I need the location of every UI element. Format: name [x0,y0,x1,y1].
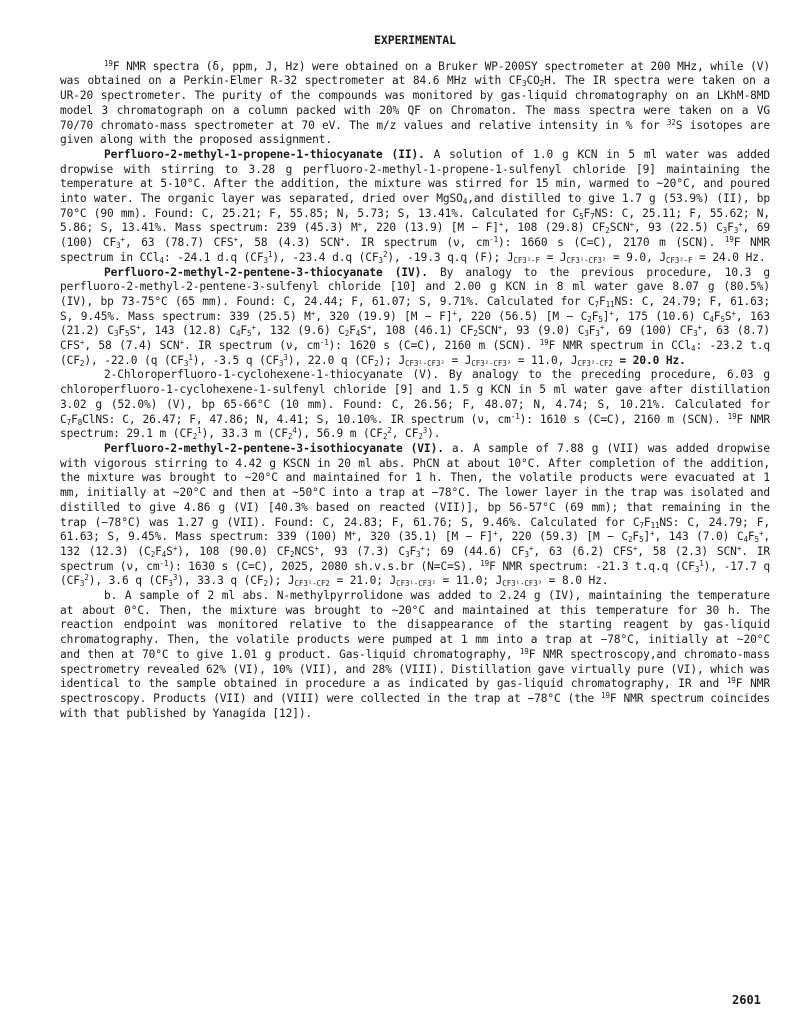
superscript: + [498,220,504,230]
text-run: a. A sample of 7.88 g (VII) was added dropwise with vigorous stirring to 4.42 g KSCN in 20 ml abs. PhCN at about 10°C. After completion of the addition, the mixture was brought to ~20°C and maintained for 1 h. Then, the volatile products were evacuated at 1 mm, initially at ~20°C and then at ~50°C into a trap at −78°C. The lower layer in the trap was isolated and distilled to give 4.86 g (VI) [40.3% based on reacted (VII)], bp 56-57°C (69 mm); that remaining in the trap (−78°C) was 1.27 g (VII). Found: C, 24.83; F, 61.76; S, 9.46%. Calculated for C [60,441,770,529]
text-run: = 24.0 Hz. [692,250,766,264]
subscript: 3 [263,255,268,265]
superscript: + [351,529,356,539]
text-run: ). [427,427,441,441]
text-run: , 143 (12.8) C [140,324,236,338]
text-run: NS: C, 25.11; F, 55.62; N, 5.86; S, 13.41%. Mass spectrum: 239 (45.3) M [60,206,770,235]
subscript: 11 [650,520,660,530]
superscript: + [493,529,498,539]
text-run: ] [602,309,610,323]
subscript: CF3²-CF3³ [471,358,512,368]
subscript: 3 [116,241,121,251]
superscript: 2 [382,249,388,259]
subscript: 3 [522,79,527,89]
subscript: 7 [594,299,599,309]
superscript: -1 [159,558,169,568]
subscript: 3 [79,579,85,589]
text-run: ), -17.7 q (CF [60,559,771,588]
subscript: 7 [639,520,644,530]
text-run: F NMR spectra (δ, ppm, J, Hz) were obtained on a Bruker WP-200SY spectrometer at 200 MHz, while (V) was obtained on a Perkin-Elmer R-32 spectrometer at 84.6 MHz with CF [60,59,770,88]
text-run: , 108 (29.8) CF [503,221,606,235]
subscript: 3 [733,226,739,236]
superscript: 19 [724,235,734,245]
text-run: F [727,221,734,235]
subscript: 3 [694,564,700,574]
text-run: ), 33.3 m (CF [201,427,288,441]
subscript: CF3¹-CF3² [405,358,445,368]
subscript: 2 [79,358,85,368]
subscript: CF3²-F [665,255,693,265]
superscript: 19 [539,338,549,348]
text-run: , 163 (21.2) C [60,309,770,338]
superscript: 2 [84,573,89,583]
text-run: F [747,530,755,544]
superscript: + [599,323,605,333]
superscript: + [357,220,363,230]
text-run: = J [539,250,567,264]
text-run: F [349,324,356,338]
subscript: CF3¹-CF3² [396,579,436,589]
subscript: 2 [287,432,293,442]
section-heading: EXPERIMENTAL [374,33,456,47]
text-run: F [583,206,591,220]
superscript: 3 [283,352,288,362]
text-run: F NMR spectroscopy,and chromato-mass spectrometry revealed 62% (VI), 10% (VII), and 28% (VIII). Distillation gave virtually pure (VI), which was identical to the sample obtained in procedure a as indicated by gas-liquid chromatography, IR and [60,647,770,691]
subscript: 5 [754,535,759,545]
text-run: ), 108 (90.0) CF [177,544,291,558]
text-run: ), -3.5 q (CF [192,353,279,367]
superscript: + [120,235,125,245]
text-run: : -23.2 t.q (CF [60,339,770,367]
superscript: 19 [519,646,529,656]
text-run: S [724,309,732,323]
text-run: ), -22.0 (q (CF [84,353,184,367]
text-run: F [713,309,721,323]
text-run: , 108 (46.1) CF [371,324,474,338]
text-run: = 20.0 Hz. [612,353,686,367]
text-run: F [598,294,606,308]
subscript: 11 [605,299,615,309]
superscript: + [758,529,764,539]
text-run: SCN [477,324,498,338]
superscript: + [251,323,256,333]
superscript: + [172,543,178,553]
text-run: : -24.1 d.q (CF [163,250,264,264]
text-run: , 143 (7.0) C [654,530,744,544]
subscript: 3 [183,358,189,368]
subscript: 3 [416,549,421,559]
text-run: F NMR spectrum in CCl [60,236,770,264]
superscript: 19 [726,676,736,686]
subscript: 3 [722,226,728,236]
text-run: ), -23.4 d.q (CF [272,250,379,264]
procedure-paragraph-vi [60,442,770,589]
subscript: 2 [150,549,156,559]
text-run: , 63 (6.2) CFS [533,544,633,558]
text-run: , 132 (12.3) (C [60,530,771,558]
text-run: CO [526,74,540,88]
subscript: 2 [587,314,592,324]
text-run: SCN [609,221,630,235]
superscript: + [736,543,742,553]
text-run: = 8.0 Hz. [542,574,609,588]
text-run: NCS [294,544,315,558]
compound-title: 2-Chloroperfluoro-1-cyclohexene-1-thiocyanate (V). [104,368,439,382]
subscript: CF3²-CF2 [577,358,613,368]
text-run: F NMR spectrum: 29.1 m (CF [60,412,771,441]
subscript: 5 [720,314,725,324]
superscript: + [179,338,184,348]
text-run: = 9.0, J [606,250,666,264]
superscript: 19 [727,411,737,421]
subscript: 4 [462,197,468,207]
text-run: ); J [267,574,295,588]
text-run: F [409,544,417,558]
superscript: + [339,235,345,245]
procedure-paragraph-b [60,589,770,721]
subscript: 3 [524,549,529,559]
subscript: 3 [693,329,698,339]
subscript: 2 [473,329,478,339]
text-run: , 63 (8.7) CFS [60,324,771,353]
superscript: + [79,338,85,348]
text-run: F [591,309,599,323]
superscript: 3 [422,426,428,436]
text-run: , 93 (9.0) C [502,324,585,338]
text-run: ), -19.3 q.q (F); J [387,250,514,264]
subscript: 3 [168,579,173,589]
text-run: ); J [378,353,406,367]
subscript: CF3¹-F [513,255,540,265]
superscript: -1 [489,235,499,245]
superscript: + [233,235,238,245]
superscript: + [738,220,743,230]
subscript: CF3¹-CF2 [294,579,330,589]
subscript: 5 [579,211,584,221]
text-run: , 93 (22.5) C [634,221,723,235]
text-run: , 175 (10.6) C [613,309,710,323]
text-run: By analogy to the preceding procedure, 6.03 g chloroperfluoro-1-cyclohexene-1-sulfenyl chloride [9] and 1.5 g KCN in 5 ml water gave after distillation 3.02 g (52.0%) (V), bp 65-66°C (10 mm). Found: C, 26.56; F, 48.07; N, 4.74; S, 10.21%. Calculated for C [60,368,770,426]
superscript: + [366,323,372,333]
text-run: , 220 (13.9) [M − F] [362,221,499,235]
subscript: 3 [113,329,119,339]
text-run: , 69 (100) CF [60,221,770,250]
text-run: . IR spectrum (ν, cm [344,236,490,250]
subscript: 2 [382,432,388,442]
subscript: 5 [639,535,644,545]
subscript: 2 [418,432,423,442]
superscript: + [310,308,316,318]
text-run: F [71,412,78,426]
text-run: = 11.0; J [435,574,503,588]
superscript: 4 [292,426,297,436]
procedure-paragraph-ii [60,148,770,266]
subscript: 4 [709,314,714,324]
text-run: ): 1610 s (C=C), 2160 m (SCN). [519,412,728,426]
text-run: F NMR spectroscopy. Products (VII) and (VIII) were collected in the trap at −78°C (the [60,677,770,705]
text-run: A solution of 1.0 g KCN in 5 ml water was added dropwise with stirring to 3.28 g perfluoro-2-methyl-1-propene-1-sulfenyl chloride [9] maintaining the temperature at 5-10°C. After the addition, the mixture was stirred for 15 min, warmed to ~20°C, and poured into water. The organic layer was separated, dried over MgSO [60,147,770,206]
subscript: 3 [279,358,284,368]
subscript: 2 [374,358,379,368]
subscript: 7 [66,417,72,427]
superscript: + [731,308,736,318]
text-run: , 132 (9.6) C [255,324,345,338]
superscript: 1 [267,249,273,259]
text-run: ): 1630 s (C=C), 2025, 2080 sh.v.s.br (N=C=S). [168,559,481,573]
text-run: F NMR spectrum: -21.3 t.q.q (CF [489,559,695,573]
subscript: 4 [691,344,696,354]
superscript: 19 [104,58,113,68]
procedure-paragraph-iv [60,266,770,369]
text-run: F [240,324,248,338]
text-run: ): 1660 s (C=C), 2170 m (SCN). [498,236,725,250]
text-run: S [166,544,173,558]
text-run: ), 22.0 q (CF [287,353,375,367]
text-run: ), 33.3 q (CF [177,574,264,588]
text-run: . IR spectrum (ν, cm [60,544,771,573]
text-run: NS: C, 24.79; F, 61.63; S, 9.45%. Mass spectrum: 339 (25.5) M [60,294,771,323]
subscript: 4 [159,255,164,265]
text-run: F [155,544,162,558]
text-run: S isotopes are given along with the proposed assignment. [60,118,770,147]
text-run: , 220 (59.3) [M − C [497,530,628,544]
text-run: F NMR spectrum coincides with that published by Yanagida [12]). [60,691,770,720]
document-page [60,33,770,721]
superscript: + [497,323,503,333]
text-run: F NMR spectrum in CCl [548,339,692,353]
text-run: F [643,515,651,529]
superscript: 3 [172,573,178,583]
superscript: + [697,323,702,333]
text-run: , 63 (78.7) CFS [124,236,234,250]
subscript: 3 [378,255,383,265]
text-run: = J [444,353,472,367]
superscript: 1 [197,426,202,436]
superscript: + [629,220,635,230]
subscript: 5 [125,329,130,339]
text-run: = 21.0; J [329,574,397,588]
text-run: , 69 (100) CF [604,324,694,338]
text-run: S [360,324,367,338]
text-run: By analogy to the previous procedure, 10.3 g perfluoro-2-methyl-2-pentene-3-sulfenyl chloride [10] and 2.00 g KCN in 8 ml water gave 8.07 g (80.5%) (IV), bp 73-75°C (65 mm). Found: C, 24.44; F, 61.07; S, 9.71%. Calculated for C [60,265,770,308]
text-run: , 93 (7.3) C [318,544,406,558]
procedure-paragraph-v [60,368,770,442]
text-run: , CF [391,427,419,441]
superscript: 32 [666,117,676,127]
text-run: F [118,324,126,338]
subscript: 2 [263,579,268,589]
intro-paragraph [60,60,770,148]
text-run: , 320 (19.9) [M − F] [315,309,453,323]
text-run: S [129,324,137,338]
compound-title: Perfluoro-2-methyl-1-propene-1-thiocyanate (II). [104,147,425,161]
superscript: + [609,308,614,318]
text-run: ), 3.6 q (CF [88,574,169,588]
subscript: 2 [605,226,610,236]
text-run: ; 69 (44.6) CF [424,544,525,558]
text-run: , 58 (7.4) SCN [84,339,180,353]
text [60,60,770,147]
compound-title: Perfluoro-2-methyl-2-pentene-3-thiocyanate (IV). [104,265,428,279]
subscript: CF3¹-CF3³ [502,579,543,589]
superscript: -1 [319,338,329,348]
text-run: . IR spectrum (ν, cm [183,339,320,353]
subscript: 8 [77,417,83,427]
subscript: 2 [539,79,545,89]
text-run: = 11.0, J [511,353,578,367]
subscript: 3 [584,329,589,339]
subscript: 2 [192,432,198,442]
subscript: 4 [161,549,167,559]
superscript: 19 [480,558,490,568]
text-run: ,and distilled to give 1.7 g (53.9%) (II), bp 70°C (90 mm). Found: C, 25.21; F, 55.85; N, 5.73; S, 13.41%. Calculated for C [60,192,770,220]
superscript: + [528,543,534,553]
subscript: 2 [344,329,350,339]
subscript: 7 [590,211,595,221]
superscript: 19 [601,690,610,700]
text-run: H. The IR spectra were taken on a UR-20 spectrometer. The purity of the compounds was monitored by gas-liquid chromatography on an LKhM-8MD model 3 chromatograph on a column packed with 20% QF on Chromaton. The mass spectra were taken on a VG 70/70 chromato-mass spectrometer at 70 eV. The m/z values and relative intensity in % for [60,74,770,132]
superscript: 1 [699,558,704,568]
text-run: F [588,324,596,338]
superscript: + [136,323,141,333]
subscript: 5 [598,314,603,324]
subscript: 4 [235,329,241,339]
subscript: 4 [355,329,361,339]
text-run: ClNS: C, 26.47; F, 47.86; N, 4.41; S, 10.10%. IR spectrum (ν, cm [82,412,511,426]
subscript: 3 [405,549,410,559]
text-run: , 58 (2.3) SCN [637,544,737,558]
subscript: CF3¹-CF3² [566,255,607,265]
text-run: b. A sample of 2 ml abs. N-methylpyrrolidone was added to 2.24 g (IV), maintaining the temperature at about 0°C. Then, the mixture was brought to ~20°C and maintained at this temperature for 30 h. The reaction endpoint was monitored relative to the disappearance of the starting reagent by gas-liquid chromatography. Then, the volatile products were pumped at 1 mm into a trap at −78°C, initially at ~20°C and then at 70°C to give 1.01 g product. Gas-liquid chromatography, [60,589,770,661]
text-run: ): 1620 s (C=C), 2160 m (SCN). [328,339,540,353]
superscript: + [650,529,655,539]
superscript: + [314,543,319,553]
subscript: 2 [290,549,295,559]
text-run: NS: C, 24.79; F, 61.63; S, 9.45%. Mass spectrum: 339 (100) M [60,515,770,544]
compound-title: Perfluoro-2-methyl-2-pentene-3-isothiocyanate (VI). [104,441,444,455]
superscript: + [632,543,638,553]
page-number: 2601 [732,993,761,1007]
subscript: 3 [595,329,600,339]
text-run: , 220 (56.5) [M − C [456,309,588,323]
text-run: F [632,530,640,544]
text-run: ), 56.9 m (CF [296,427,383,441]
superscript: + [420,543,425,553]
superscript: + [452,308,457,318]
superscript: -1 [510,411,520,421]
text-run: ] [643,530,651,544]
text-run: , 58 (4.3) SCN [237,236,340,250]
subscript: 5 [247,329,252,339]
subscript: 2 [628,535,633,545]
subscript: 4 [743,535,748,545]
superscript: 1 [188,352,193,362]
text-run: , 320 (35.1) [M − F] [355,530,494,544]
superscript: 2 [387,426,392,436]
